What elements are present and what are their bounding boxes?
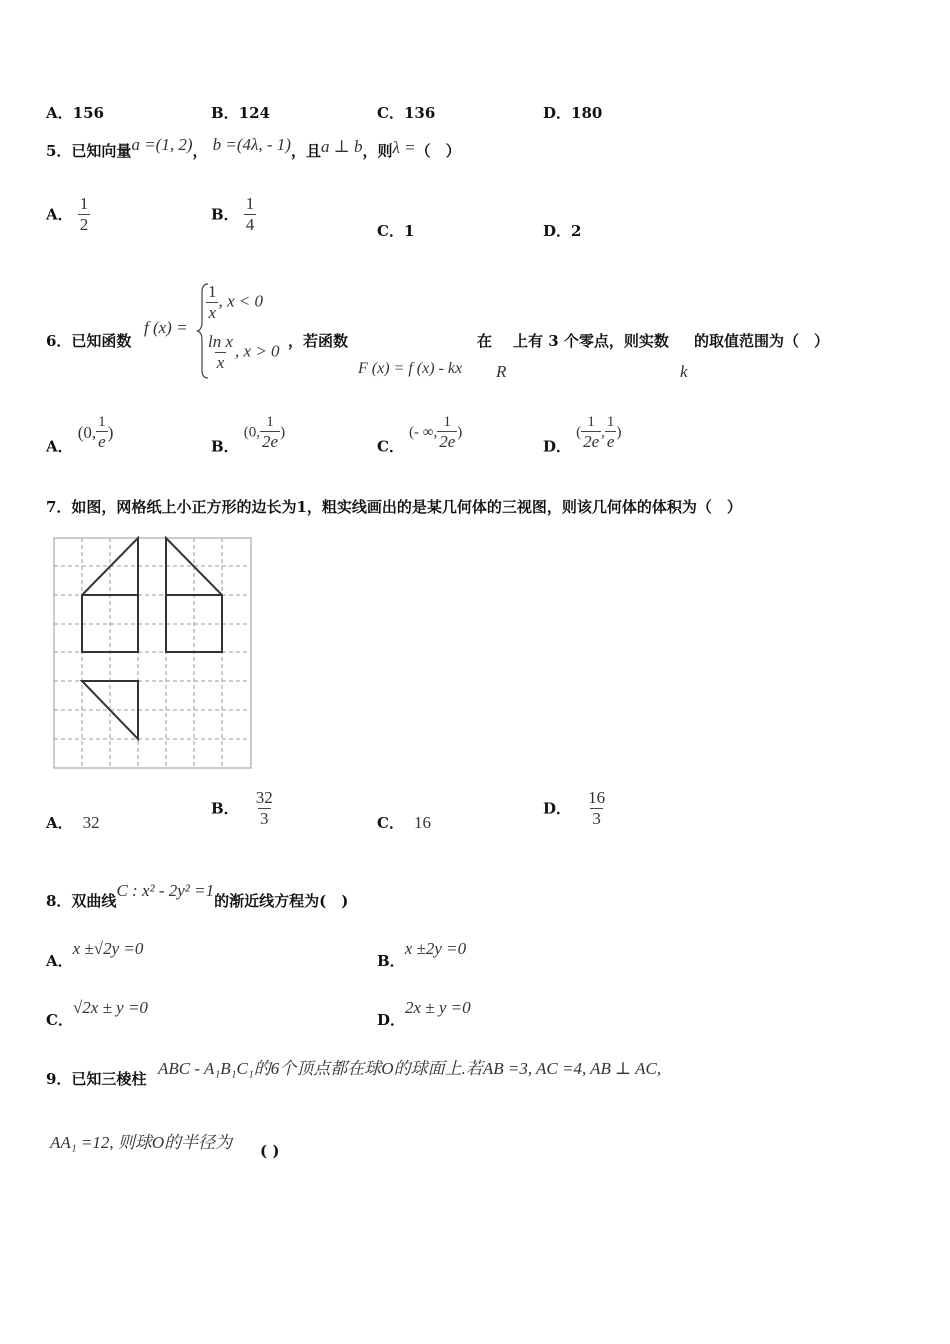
q8-option-a: A．x ±√2y =0 — [46, 939, 144, 970]
q8-option-b: B．x ±2y =0 — [377, 939, 467, 970]
q8-option-d: D．2x ± y =0 — [377, 998, 471, 1029]
q5-option-c: C．1 — [377, 222, 415, 240]
q5-option-d: D．2 — [543, 222, 582, 240]
q6-text-2: 在 — [477, 332, 493, 350]
q9-paren: ( ) — [260, 1142, 280, 1160]
q7-stem: 7．如图，网格纸上小正方形的边长为1，粗实线画出的是某几何体的三视图，则该几何体的体积为（ ） — [46, 498, 742, 516]
q7-option-a: A． 32 — [46, 813, 100, 832]
q6-text-4: 的取值范围为（ ） — [694, 332, 830, 350]
q8-stem: 8．双曲线C : x² - 2y² =1的渐近线方程为( ) — [46, 881, 349, 910]
q6-text-1: ，若函数 — [288, 332, 349, 350]
q5-option-b: B． $\frac{1}{4}$ — [211, 194, 255, 234]
q7-option-c: C． 16 — [377, 813, 431, 832]
q4-option-c: C．136 — [377, 104, 436, 122]
q7-option-b: B． $\frac{32}{3}$ — [211, 788, 273, 828]
q8-option-c: C．√2x ± y =0 — [46, 998, 148, 1029]
q6-option-d: D． ( $\frac{1}{2e}$ , $\frac{1}{e}$ ) — [543, 414, 622, 456]
q6-option-a: A． (0, $\frac{1}{e}$ ) — [46, 414, 114, 456]
q6-option-b: B． (0, $\frac{1}{2e}$ ) — [211, 414, 286, 456]
q6-text-3: 上有 3 个零点，则实数 — [513, 332, 669, 350]
q5-stem: 5．已知向量a =(1, 2)， b =(4λ, - 1)，且a ⊥ b，则λ =（ ） — [46, 135, 461, 160]
q6-fx: f (x) = — [144, 318, 188, 337]
q4-option-d: D．180 — [543, 104, 603, 122]
q6-k: k — [680, 362, 688, 381]
q6-case2: $\frac{\text{ln x}}{x}$ , x > 0 — [208, 332, 280, 372]
three-view-figure — [52, 536, 254, 772]
q6-prefix: 6．已知函数 — [46, 332, 132, 350]
q9-line2: AA₁ =12, 则球O的半径为 — [50, 1133, 233, 1152]
q6-Fx: F (x) = f (x) - kx — [358, 360, 463, 377]
q7-option-d: D． $\frac{16}{3}$ — [543, 788, 606, 828]
q9-prefix: 9．已知三棱柱 — [46, 1070, 147, 1088]
q6-option-c: C． (- ∞, $\frac{1}{2e}$ ) — [377, 414, 463, 456]
q4-option-b: B．124 — [211, 104, 270, 122]
q6-R: R — [496, 362, 507, 381]
q9-line1: ABC - A₁B₁C₁的6个顶点都在球O的球面上.若AB =3, AC =4, AB ⊥ AC, — [158, 1059, 662, 1078]
q4-option-a: A．156 — [46, 104, 104, 122]
q5-option-a: A． $\frac{1}{2}$ — [46, 194, 89, 234]
q6-case1: $\frac{1}{x}$ , x < 0 — [208, 282, 264, 322]
